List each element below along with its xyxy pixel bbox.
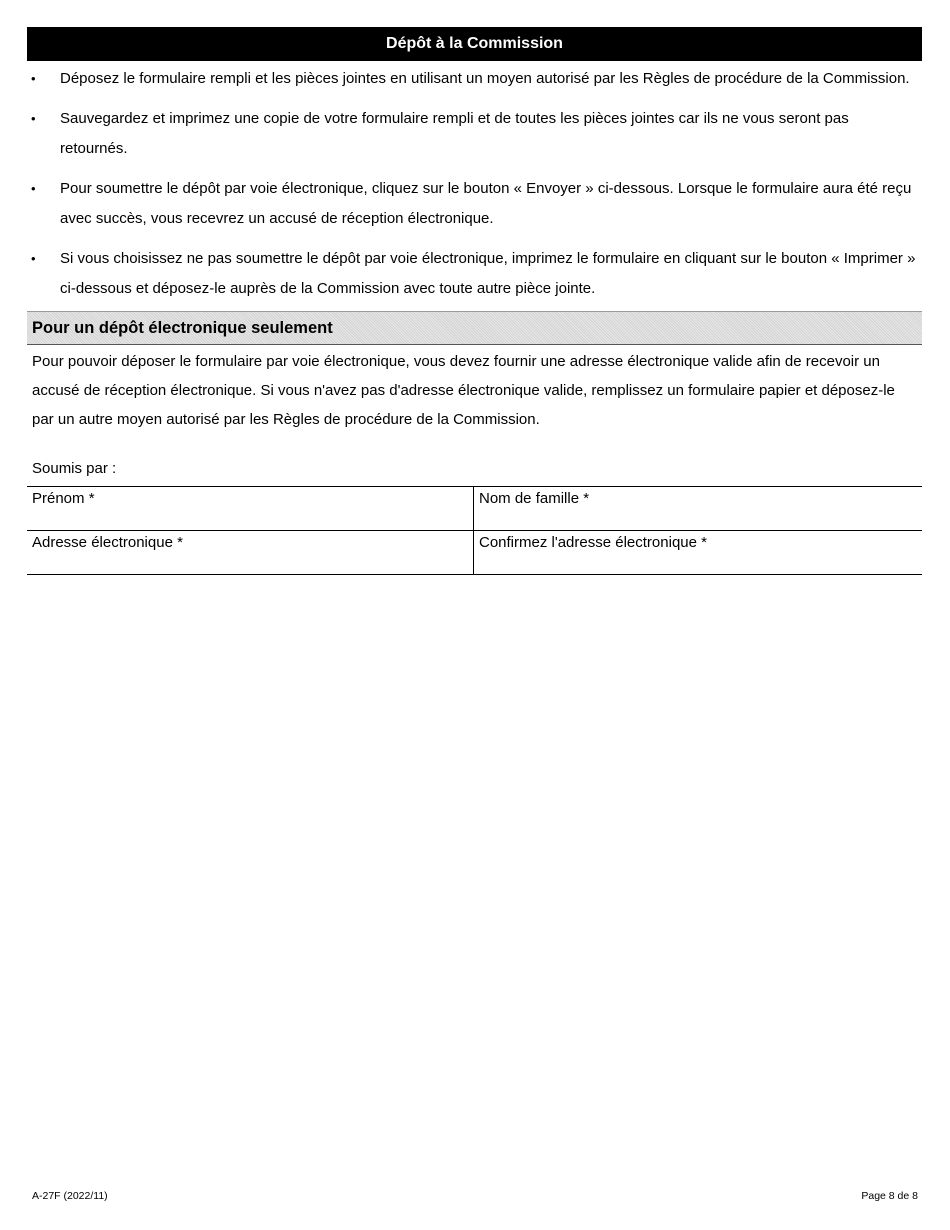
first-name-field[interactable] [32,508,468,526]
instruction-text: Déposez le formulaire rempli et les pièces jointes en utilisant un moyen autorisé par les Règles de procédure de la Commission. [60,70,910,87]
instruction-item [27,174,922,234]
page-number: Page 8 de 8 [861,1190,918,1202]
bullet-icon: • [31,71,36,86]
submitter-fields-table [27,486,922,575]
instruction-text: Sauvegardez et imprimez une copie de votre formulaire rempli et de toutes les pièces jointes car ils ne vous seront pas retournés. [60,110,849,157]
electronic-filing-paragraph: Pour pouvoir déposer le formulaire par voie électronique, vous devez fournir une adresse électronique valide afin de recevoir un accusé de réception électronique. Si vous n'avez pas d'adresse électronique valide, remplissez un formulaire papier et déposez-le par un autre moyen autorisé par les Règles de procédure de la Commission. [32,353,895,428]
bullet-icon: • [31,251,36,266]
bullet-icon: • [31,111,36,126]
confirm-email-label: Confirmez l'adresse électronique * [479,534,707,551]
form-page [27,27,922,575]
confirm-email-field[interactable] [479,552,917,570]
instruction-item [27,64,922,94]
last-name-cell[interactable] [474,487,922,531]
last-name-label: Nom de famille * [479,490,590,507]
instruction-item [27,244,922,304]
instruction-text: Si vous choisissez ne pas soumettre le dépôt par voie électronique, imprimez le formulaire en cliquant sur le bouton « Imprimer » ci-dessous et déposez-le auprès de la Commission avec toute autre pièce jointe. [60,250,916,297]
email-cell[interactable] [27,531,474,575]
form-code: A-27F (2022/11) [32,1190,108,1202]
confirm-email-cell[interactable] [474,531,922,575]
electronic-only-header [27,311,922,345]
submitted-by-label: Soumis par : [32,460,117,477]
bullet-icon: • [31,181,36,196]
instructions-list [27,64,922,304]
filing-section-header [27,27,922,61]
first-name-cell[interactable] [27,487,474,531]
instruction-text: Pour soumettre le dépôt par voie électronique, cliquez sur le bouton « Envoyer » ci-dessous. Lorsque le formulaire aura été reçu avec succès, vous recevrez un accusé de réception électronique. [60,180,912,227]
filing-section-title: Dépôt à la Commission [386,35,563,52]
last-name-field[interactable] [479,508,917,526]
electronic-only-title: Pour un dépôt électronique seulement [32,319,333,337]
instruction-item [27,104,922,164]
first-name-label: Prénom * [32,490,95,507]
email-label: Adresse électronique * [32,534,183,551]
email-field[interactable] [32,552,468,570]
